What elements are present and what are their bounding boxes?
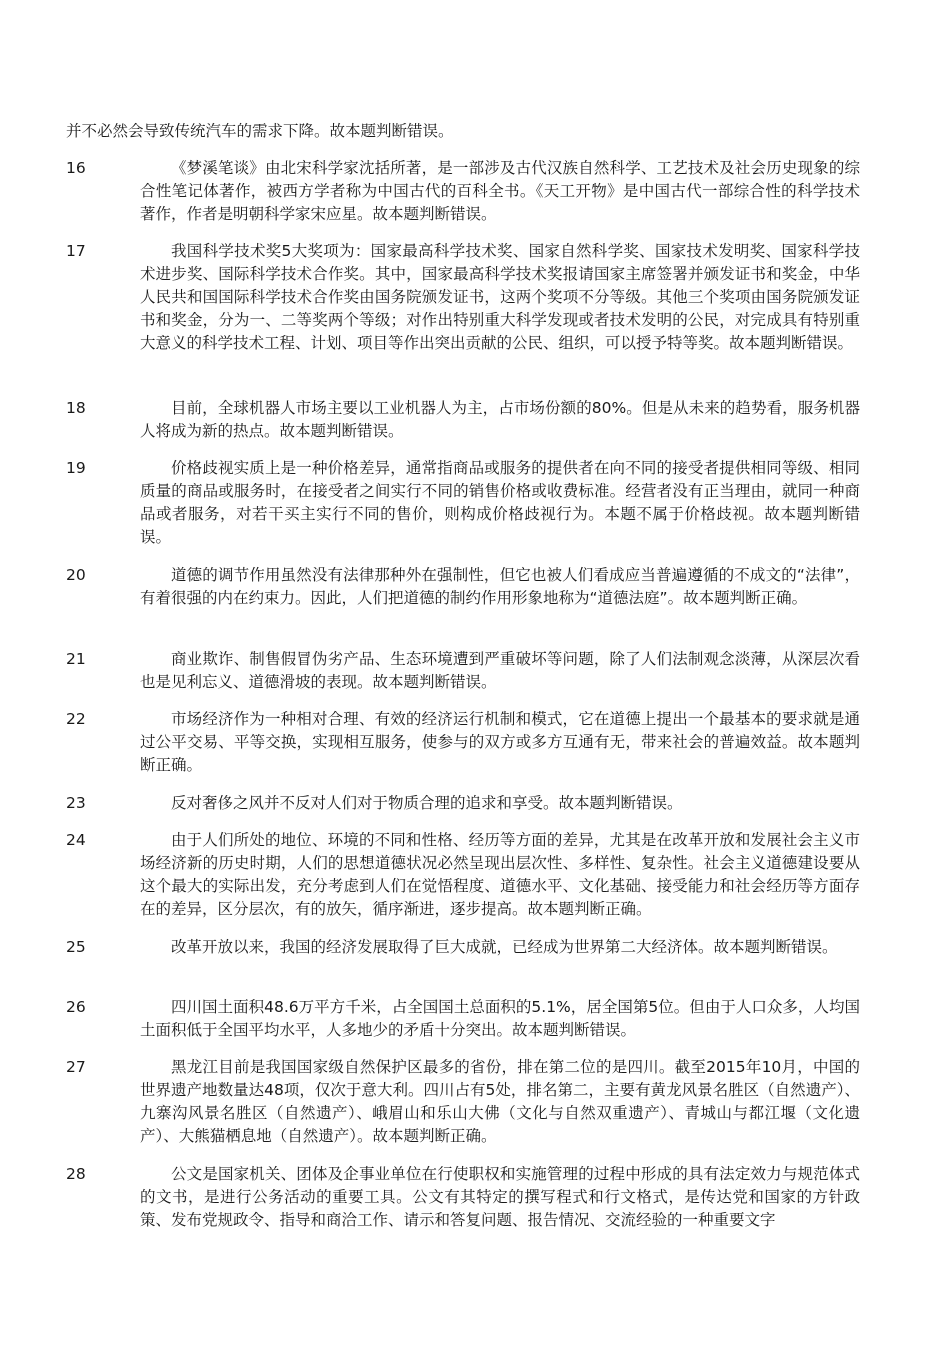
item-number: 16 — [66, 159, 86, 177]
item-number: 20 — [66, 566, 86, 584]
item-number: 28 — [66, 1165, 86, 1183]
item-number: 26 — [66, 998, 86, 1016]
answer-item-18 — [66, 397, 866, 443]
item-text: 我国科学技术奖5大奖项为：国家最高科学技术奖、国家自然科学奖、国家技术发明奖、国家科学技术进步奖、国际科学技术合作奖。其中，国家最高科学技术奖报请国家主席签署并颁发证书和奖金，中华人民共和国国际科学技术合作奖由国务院颁发证书，这两个奖项不分等级。其他三个奖项由国务院颁发证书和奖金，分为一、二等奖两个等级；对作出特别重大科学发现或者技术发明的公民，对完成具有特别重大意义的科学技术工程、计划、项目等作出突出贡献的公民、组织，可以授予特等奖。故本题判断错误。 — [140, 242, 860, 352]
item-text: 商业欺诈、制售假冒伪劣产品、生态环境遭到严重破坏等问题，除了人们法制观念淡薄，从深层次看也是见利忘义、道德滑坡的表现。故本题判断错误。 — [140, 650, 860, 691]
answer-item-25 — [66, 936, 866, 959]
answer-item-27 — [66, 1056, 866, 1148]
item-number: 27 — [66, 1058, 86, 1076]
item-text: 目前，全球机器人市场主要以工业机器人为主，占市场份额的80%。但是从未来的趋势看，服务机器人将成为新的热点。故本题判断错误。 — [140, 399, 860, 440]
item-text: 公文是国家机关、团体及企事业单位在行使职权和实施管理的过程中形成的具有法定效力与规范体式的文书，是进行公务活动的重要工具。公文有其特定的撰写程式和行文格式，是传达党和国家的方针政策、发布党规政令、指导和商洽工作、请示和答复问题、报告情况、交流经验的一种重要文字 — [140, 1165, 860, 1229]
item-text: 黑龙江目前是我国国家级自然保护区最多的省份，排在第二位的是四川。截至2015年10月，中国的世界遗产地数量达48项，仅次于意大利。四川占有5处，排名第二，主要有黄龙风景名胜区（自然遗产）、九寨沟风景名胜区（自然遗产）、峨眉山和乐山大佛（文化与自然双重遗产）、青城山与都江堰（文化遗产）、大熊猫栖息地（自然遗产）。故本题判断正确。 — [140, 1058, 860, 1145]
item-text: 市场经济作为一种相对合理、有效的经济运行机制和模式，它在道德上提出一个最基本的要求就是通过公平交易、平等交换，实现相互服务，使参与的双方或多方互通有无，带来社会的普遍效益。故本题判断正确。 — [140, 710, 860, 774]
item-text: 道德的调节作用虽然没有法律那种外在强制性，但它也被人们看成应当普遍遵循的不成文的“法律”，有着很强的内在约束力。因此，人们把道德的制约作用形象地称为“道德法庭”。故本题判断正确。 — [140, 566, 860, 607]
item-number: 25 — [66, 938, 86, 956]
item-text: 由于人们所处的地位、环境的不同和性格、经历等方面的差异，尤其是在改革开放和发展社会主义市场经济新的历史时期，人们的思想道德状况必然呈现出层次性、多样性、复杂性。社会主义道德建设要从这个最大的实际出发，充分考虑到人们在觉悟程度、道德水平、文化基础、接受能力和社会经历等方面存在的差异，区分层次，有的放矢，循序渐进，逐步提高。故本题判断正确。 — [140, 831, 860, 918]
answer-item-17 — [66, 240, 866, 355]
answer-item-24 — [66, 829, 866, 921]
item-number: 21 — [66, 650, 86, 668]
answer-item-16 — [66, 157, 866, 226]
item-text: 价格歧视实质上是一种价格差异，通常指商品或服务的提供者在向不同的接受者提供相同等级、相同质量的商品或服务时，在接受者之间实行不同的销售价格或收费标准。经营者没有正当理由，就同一种商品或者服务，对若干买主实行不同的售价，则构成价格歧视行为。本题不属于价格歧视。故本题判断错误。 — [140, 459, 860, 546]
answer-item-19 — [66, 457, 866, 549]
item-text: 四川国土面积48.6万平方千米，占全国国土总面积的5.1%，居全国第5位。但由于人口众多，人均国土面积低于全国平均水平，人多地少的矛盾十分突出。故本题判断错误。 — [140, 998, 860, 1039]
item-text: 改革开放以来，我国的经济发展取得了巨大成就，已经成为世界第二大经济体。故本题判断错误。 — [171, 938, 838, 956]
item-number: 17 — [66, 242, 86, 260]
item-text: 反对奢侈之风并不反对人们对于物质合理的追求和享受。故本题判断错误。 — [171, 794, 683, 812]
item-number: 23 — [66, 794, 86, 812]
answer-item-23 — [66, 792, 866, 815]
answer-item-26 — [66, 996, 866, 1042]
answer-item-22 — [66, 708, 866, 777]
item-text: 《梦溪笔谈》由北宋科学家沈括所著，是一部涉及古代汉族自然科学、工艺技术及社会历史现象的综合性笔记体著作，被西方学者称为中国古代的百科全书。《天工开物》是中国古代一部综合性的科学技术著作，作者是明朝科学家宋应星。故本题判断错误。 — [140, 159, 860, 223]
item-number: 19 — [66, 459, 86, 477]
answer-item-20 — [66, 564, 866, 610]
answer-item-21 — [66, 648, 866, 694]
continuation-paragraph: 并不必然会导致传统汽车的需求下降。故本题判断错误。 — [66, 122, 454, 140]
answer-item-28 — [66, 1163, 866, 1232]
item-number: 22 — [66, 710, 86, 728]
item-number: 24 — [66, 831, 86, 849]
item-number: 18 — [66, 399, 86, 417]
